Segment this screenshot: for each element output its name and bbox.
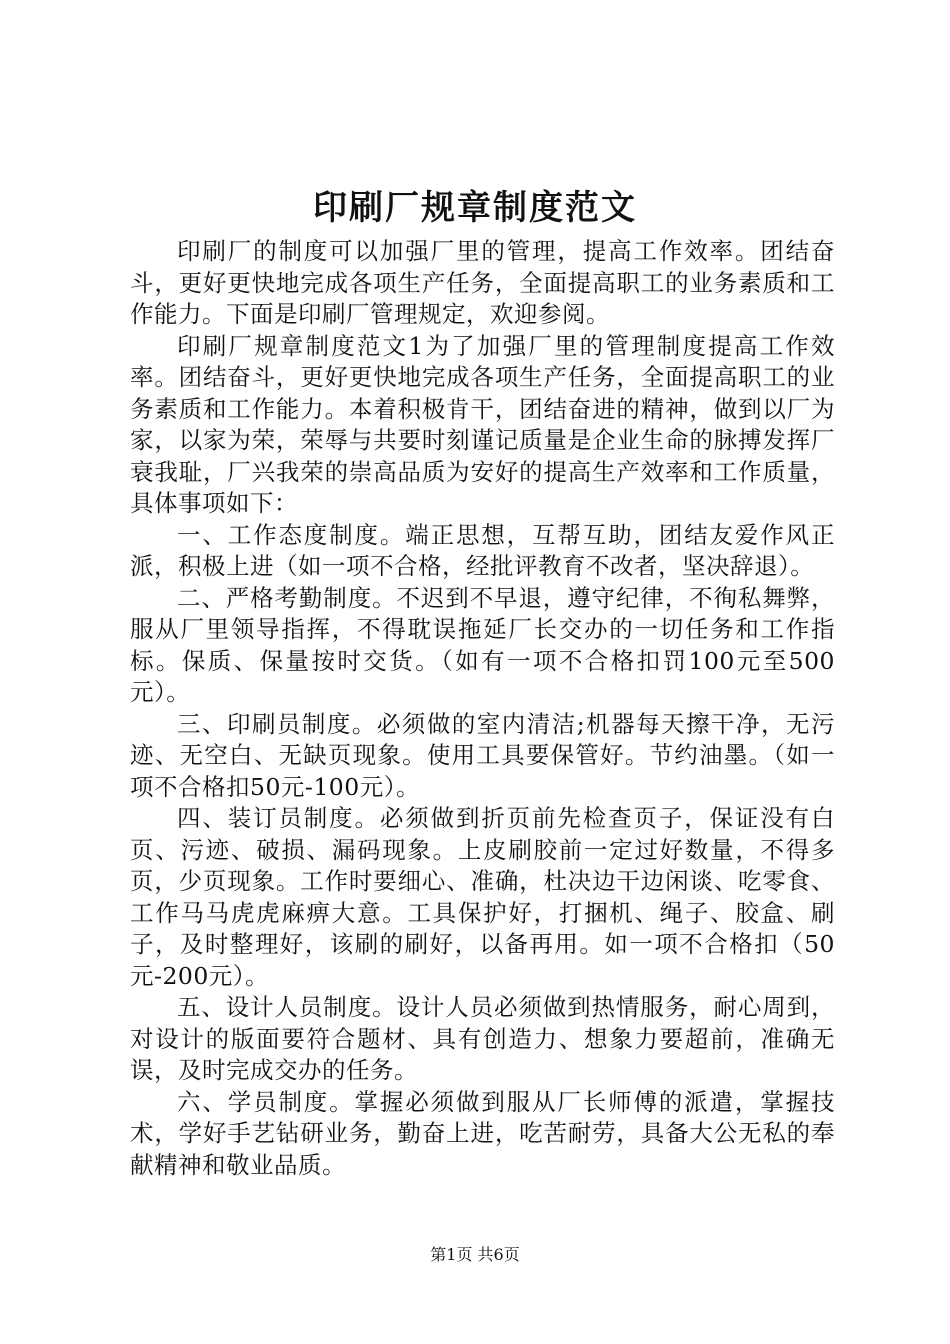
paragraph-overview: 印刷厂规章制度范文1为了加强厂里的管理制度提高工作效率。团结奋斗，更好更快地完成各项生产任务，全面提高职工的业务素质和工作能力。本着积极肯干，团结奋进的精神，做到以厂为家，以家为荣，荣辱与共要时刻谨记质量是企业生命的脉搏发挥厂衰我耻，厂兴我荣的崇高品质为安好的提高生产效率和工作质量，具体事项如下： [130, 331, 835, 517]
page-number-footer: 第1页 共6页 [430, 1245, 520, 1264]
paragraph-intro: 印刷厂的制度可以加强厂里的管理，提高工作效率。团结奋斗，更好更快地完成各项生产任务，全面提高职工的业务素质和工作能力。下面是印刷厂管理规定，欢迎参阅。 [130, 237, 835, 328]
paragraph-rule-2: 二、严格考勤制度。不迟到不早退，遵守纪律，不徇私舞弊，服从厂里领导指挥，不得耽误拖延厂长交办的一切任务和工作指标。保质、保量按时交货。（如有一项不合格扣罚100元至500元）。 [130, 583, 835, 706]
paragraph-rule-4: 四、装订员制度。必须做到折页前先检查页子，保证没有白页、污迹、破损、漏码现象。上皮刷胶前一定过好数量，不得多页，少页现象。工作时要细心、准确，杜决边干边闲谈、吃零食、工作马马虎虎麻痹大意。工具保护好，打捆机、绳子、胶盒、刷子，及时整理好，该刷的刷好，以备再用。如一项不合格扣（50元-200元）。 [130, 804, 835, 990]
paragraph-rule-1: 一、工作态度制度。端正思想，互帮互助，团结友爱作风正派，积极上进（如一项不合格，经批评教育不改者，坚决辞退）。 [130, 520, 835, 580]
paragraph-rule-6: 六、学员制度。掌握必须做到服从厂长师傅的派遣，掌握技术，学好手艺钻研业务，勤奋上进，吃苦耐劳，具备大公无私的奉献精神和敬业品质。 [130, 1087, 835, 1179]
paragraph-rule-3: 三、印刷员制度。必须做的室内清洁;机器每天擦干净，无污迹、无空白、无缺页现象。使用工具要保管好。节约油墨。（如一项不合格扣50元-100元）。 [130, 709, 835, 801]
paragraph-rule-5: 五、设计人员制度。设计人员必须做到热情服务，耐心周到，对设计的版面要符合题材、具有创造力、想象力要超前，准确无误，及时完成交办的任务。 [130, 993, 835, 1084]
document-body [130, 236, 835, 1181]
document-title: 印刷厂规章制度范文 [313, 188, 637, 228]
